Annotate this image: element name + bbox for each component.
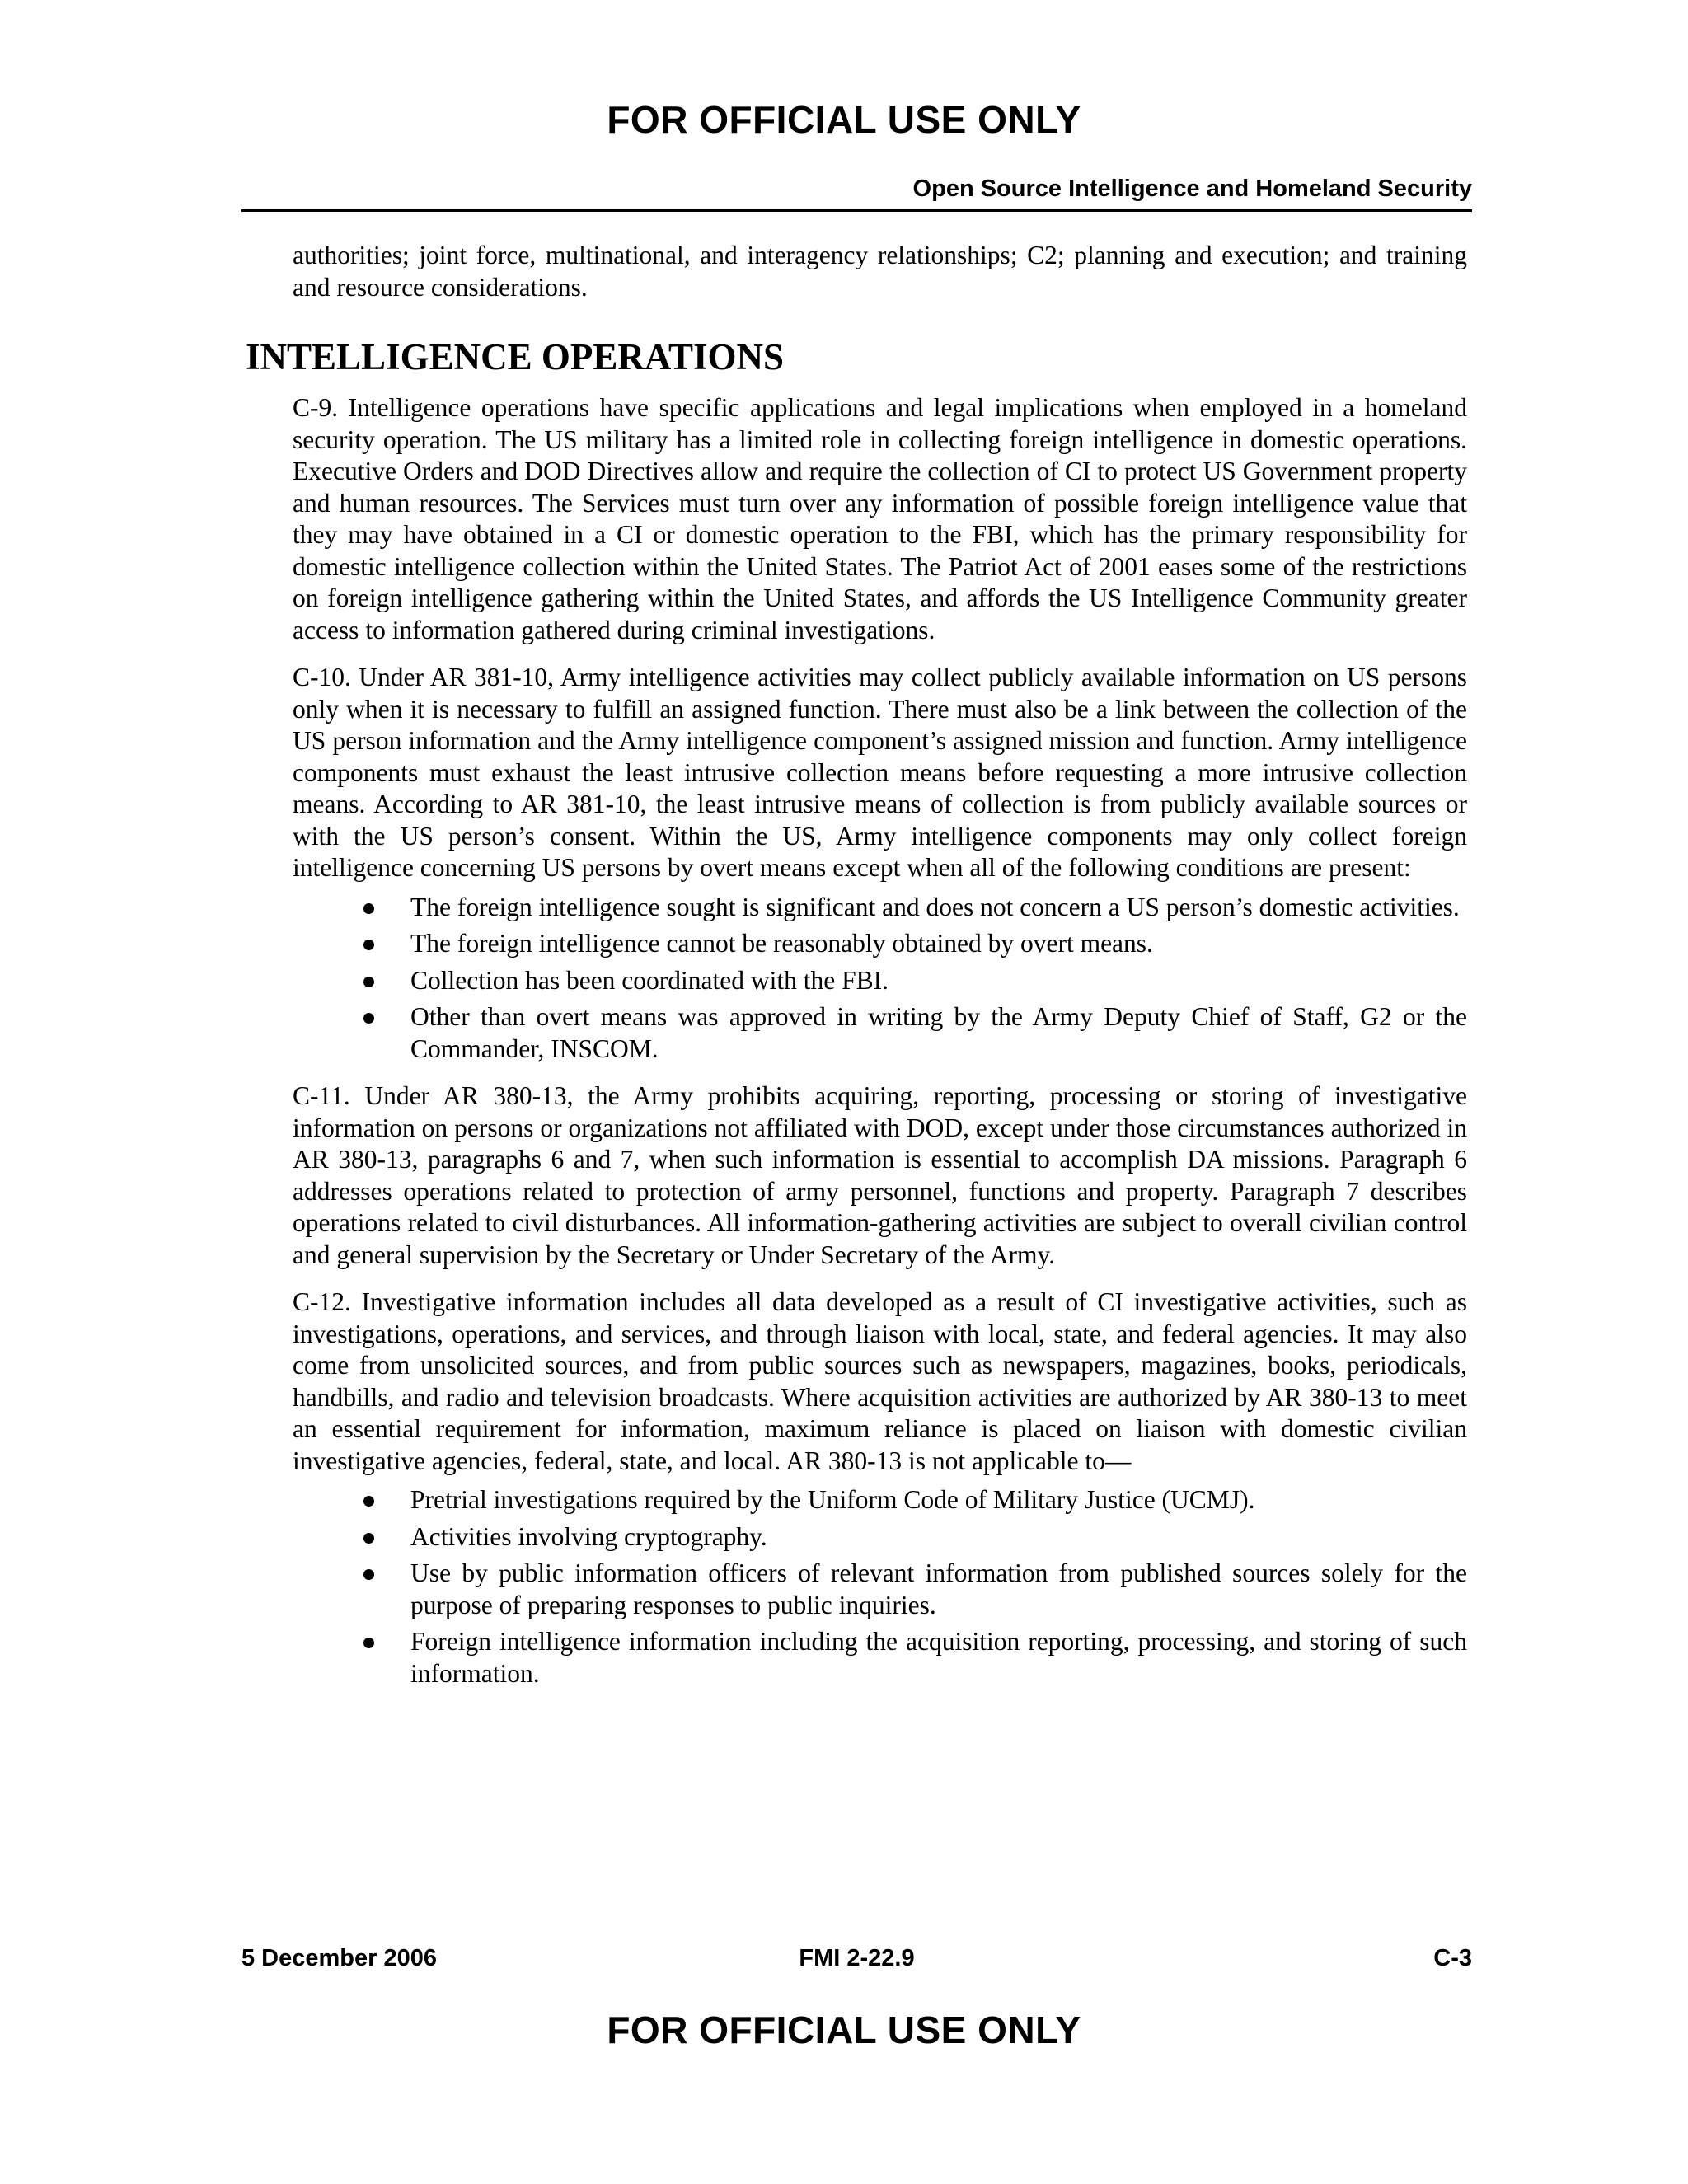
bullet-list-c12 [293, 1484, 1467, 1690]
paragraph-c9: C-9. Intelligence operations have specific applications and legal implications when employed in a homeland security operation. The US military has a limited role in collecting foreign intelligence in domestic operations. Executive Orders and DOD Directives allow and require the collection of CI to protect US Government property and human resources. The Services must turn over any information of possible foreign intelligence value that they may have obtained in a CI or domestic operation to the FBI, which has the primary responsibility for domestic intelligence collection within the United States. The Patriot Act of 2001 eases some of the restrictions on foreign intelligence gathering within the United States, and affords the US Intelligence Community greater access to information gathered during criminal investigations. [293, 393, 1467, 644]
intro-paragraph: authorities; joint force, multinational, and interagency relationships; C2; planning and execution; and training and resource considerations. [293, 241, 1467, 302]
list-item-text: The foreign intelligence sought is significant and does not concern a US person’s domestic activities. [410, 892, 1460, 921]
paragraph-c10: C-10. Under AR 381-10, Army intelligence activities may collect publicly available information on US persons only when it is necessary to fulfill an assigned function. There must also be a link between the collection of the US person information and the Army intelligence component’s assigned mission and function. Army intelligence components must exhaust the least intrusive collection means before requesting a more intrusive collection means. According to AR 381-10, the least intrusive means of collection is from publicly available sources or with the US person’s consent. Within the US, Army intelligence components may only collect foreign intelligence concerning US persons by overt means except when all of the following conditions are present: [293, 663, 1467, 882]
bullet-icon [363, 940, 374, 950]
bullet-icon [363, 1013, 374, 1024]
list-item [293, 1521, 1467, 1554]
paragraph-c11: C-11. Under AR 380-13, the Army prohibits acquiring, reporting, processing or storing of investigative information on persons or organizations not affiliated with DOD, except under those circumstances authorized in AR 380-13, paragraphs 6 and 7, when such information is essential to accomplish DA missions. Paragraph 6 addresses operations related to protection of army personnel, functions and property. Paragraph 7 describes operations related to civil disturbances. All information-gathering activities are subject to overall civilian control and general supervision by the Secretary or Under Secretary of the Army. [293, 1081, 1467, 1269]
list-item-text: Other than overt means was approved in writing by the Army Deputy Chief of Staff, G2 or the Commander, INSCOM. [410, 1002, 1467, 1063]
footer-publication: FMI 2-22.9 [799, 1945, 915, 1971]
classification-banner-bottom: FOR OFFICIAL USE ONLY [607, 2008, 1081, 2051]
bullet-icon [363, 1533, 374, 1544]
bullet-icon [363, 977, 374, 987]
list-item [293, 1558, 1467, 1621]
page-body [246, 240, 1467, 1705]
bullet-icon [363, 903, 374, 914]
list-item [293, 1626, 1467, 1690]
list-item [293, 1001, 1467, 1065]
list-item [293, 1484, 1467, 1516]
list-item-text: Foreign intelligence information including the acquisition reporting, processing, and storing of such information. [410, 1627, 1467, 1688]
classification-banner-top: FOR OFFICIAL USE ONLY [607, 98, 1081, 141]
running-header: Open Source Intelligence and Homeland Security [241, 176, 1472, 212]
list-item-text: Use by public information officers of relevant information from published sources solely for the purpose of preparing responses to public inquiries. [410, 1558, 1467, 1619]
bullet-icon [363, 1496, 374, 1507]
list-item [293, 928, 1467, 960]
footer-page-number: C-3 [1433, 1945, 1472, 1971]
section-heading: INTELLIGENCE OPERATIONS [246, 336, 785, 377]
list-item [293, 892, 1467, 924]
list-item [293, 965, 1467, 997]
list-item-text: Activities involving cryptography. [410, 1521, 767, 1551]
paragraph-c12: C-12. Investigative information includes all data developed as a result of CI investigative activities, such as investigations, operations, and services, and through liaison with local, state, and federal agencies. It may also come from unsolicited sources, and from public sources such as newspapers, magazines, books, periodicals, handbills, and radio and television broadcasts. Where acquisition activities are authorized by AR 380-13 to meet an essential requirement for information, maximum reliance is placed on liaison with domestic civilian investigative agencies, federal, state, and local. AR 380-13 is not applicable to— [293, 1287, 1467, 1475]
bullet-list-c10 [293, 892, 1467, 1066]
list-item-text: The foreign intelligence cannot be reasonably obtained by overt means. [410, 929, 1153, 958]
bullet-icon [363, 1569, 374, 1580]
footer-date: 5 December 2006 [241, 1945, 437, 1971]
bullet-icon [363, 1638, 374, 1648]
list-item-text: Pretrial investigations required by the Uniform Code of Military Justice (UCMJ). [410, 1485, 1255, 1514]
list-item-text: Collection has been coordinated with the FBI. [410, 965, 889, 995]
